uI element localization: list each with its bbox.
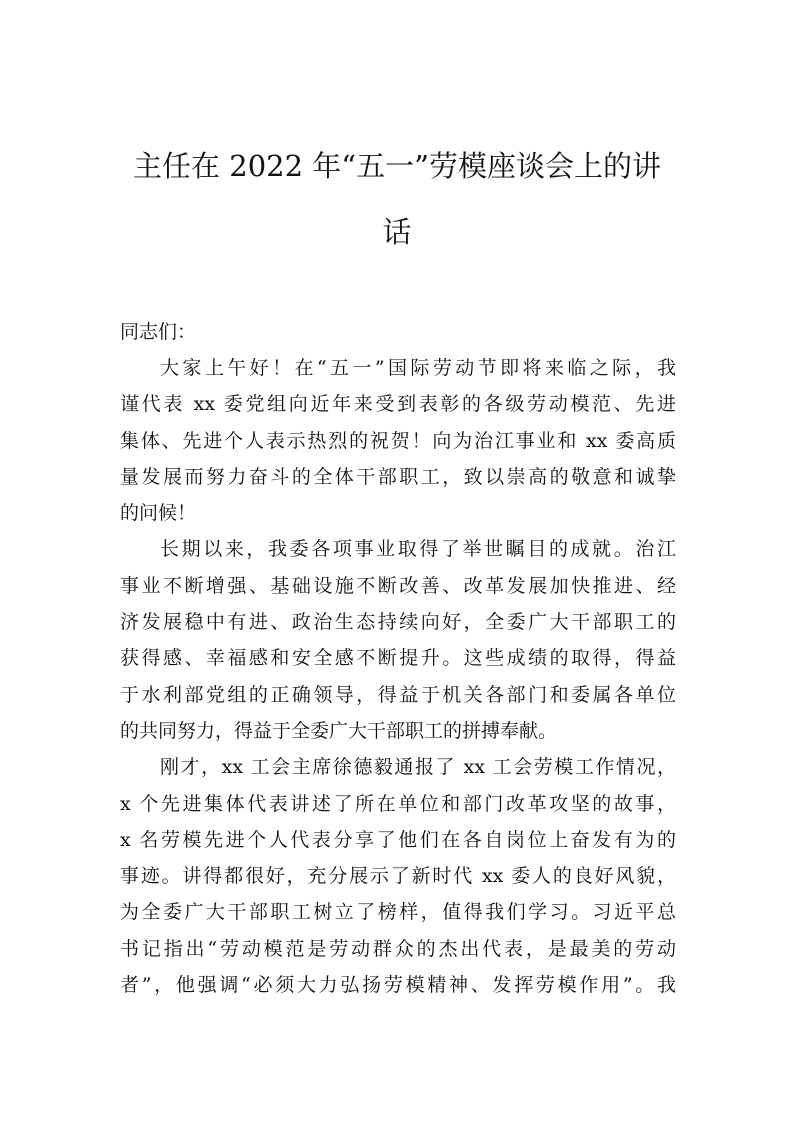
paragraph-line: 的问候！ [120, 502, 197, 525]
paragraph-line: 大家上午好！在“五一”国际劳动节即将来临之际，我 [160, 357, 676, 379]
paragraph-line: 书记指出“劳动模范是劳动群众的杰出代表，是最美的劳动 [120, 937, 676, 960]
salutation: 同志们： [120, 321, 197, 343]
paragraph-line: 长期以来，我委各项事业取得了举世瞩目的成就。治江 [160, 538, 676, 561]
paragraph-line: 量发展而努力奋斗的全体干部职工，致以崇高的敬意和诚挚 [120, 465, 676, 488]
paragraph-line: 刚才，xx 工会主席徐德毅通报了 xx 工会劳模工作情况， [160, 756, 676, 779]
paragraph-line: x 个先进集体代表讲述了所在单位和部门改革攻坚的故事， [120, 792, 676, 815]
paragraph-line: 谨代表 xx 委党组向近年来受到表彰的各级劳动模范、先进 [120, 393, 676, 416]
paragraph-line: 事迹。讲得都很好，充分展示了新时代 xx 委人的良好风貌， [120, 865, 676, 888]
paragraph-line: 济发展稳中有进、政治生态持续向好，全委广大干部职工的 [120, 611, 676, 634]
paragraph-line: 于水利部党组的正确领导，得益于机关各部门和委属各单位 [120, 683, 676, 706]
paragraph-line: 获得感、幸福感和安全感不断提升。这些成绩的取得，得益 [120, 647, 676, 670]
paragraph-1 [120, 350, 676, 531]
document-title-line-2: 话 [382, 215, 412, 249]
paragraph-2 [120, 531, 676, 749]
paragraph-line: 者”，他强调“必须大力弘扬劳模精神、发挥劳模作用”。我 [120, 974, 676, 997]
paragraph-line: x 名劳模先进个人代表分享了他们在各自岗位上奋发有为的 [120, 828, 676, 851]
document-body [120, 314, 676, 1003]
paragraph-line: 事业不断增强、基础设施不断改善、改革发展加快推进、经 [120, 574, 676, 597]
paragraph-line: 为全委广大干部职工树立了榜样，值得我们学习。习近平总 [120, 901, 676, 924]
document-title-line-1: 主任在 2022 年“五一”劳模座谈会上的讲 [133, 149, 661, 183]
paragraph-line: 集体、先进个人表示热烈的祝贺！向为治江事业和 xx 委高质 [120, 429, 676, 452]
paragraph-3 [120, 749, 676, 1003]
paragraph-line: 的共同努力，得益于全委广大干部职工的拼搏奉献。 [120, 719, 558, 742]
